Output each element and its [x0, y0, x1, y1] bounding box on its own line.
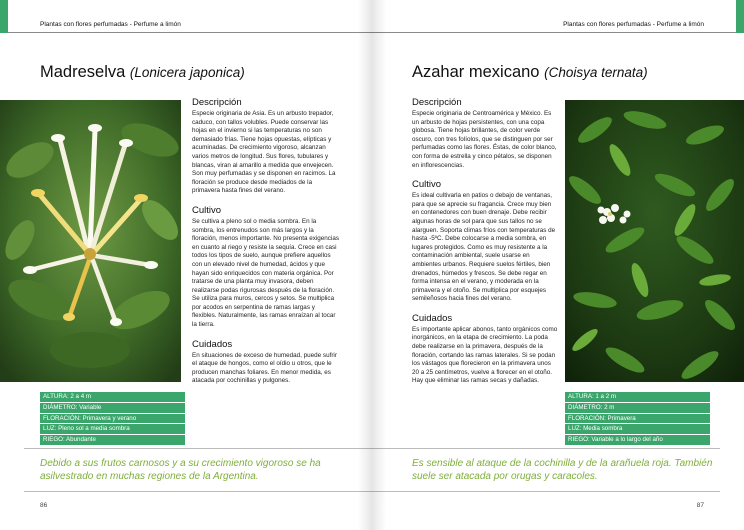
section-body: Especie originaria de Centroamérica y México. Es un arbusto de hojas persistentes, con una copa globosa. Tiene hojas brillantes, de color verde oscuro, con tres folíolos, que se distinguen por ser perfumadas como las flores. Éstas, de color blanco, con forma de estrella y cinco pétalos, se disponen en inflorescencias. — [412, 110, 557, 169]
section-title: Cuidados — [192, 338, 233, 350]
quote-divider — [24, 448, 372, 449]
mexican-orange-photo — [565, 100, 744, 382]
page-number: 86 — [40, 502, 48, 509]
common-name: Madreselva — [40, 63, 126, 81]
edge-tab — [0, 0, 8, 33]
info-row-diameter: DIÁMETRO: Variable — [40, 403, 185, 413]
section-title: Cultivo — [412, 179, 442, 191]
page-header — [372, 0, 744, 33]
section-body: Se cultiva a pleno sol o media sombra. En la sombra, los entrenudos son más largos y la floración, menos importante. No presenta exigencias en cuanto al riego y resiste la sequía. Crece en casi todos los tipos de suelo, aunque prefiere aquellos con un elevado nivel de humedad, ácidos y que hayan sido enriquecidos con materia orgánica. Por tratarse de una planta muy invasora, deben realizarse podas rigurosas después de la floración. Se utiliza para muros, cercos y setos. Se multiplica por acodos en serpentina de ramas largas y flexibles. Naturalmente, las ramas enraízan al tocar la tierra. — [192, 217, 340, 329]
plant-title — [40, 63, 245, 82]
section-cultivation — [192, 205, 340, 330]
info-row-light: LUZ: Media sombra — [565, 424, 710, 434]
page-number: 87 — [696, 502, 704, 509]
section-care — [192, 339, 340, 386]
info-table — [40, 392, 185, 446]
quote-text: Debido a sus frutos carnosos y a su crecimiento vigoroso se ha asilvestrado en muchas regiones de la Argentina. — [40, 458, 321, 482]
running-header: Plantas con flores perfumadas - Perfume a limón — [40, 21, 181, 28]
section-description — [192, 97, 340, 196]
section-cultivation — [412, 179, 558, 304]
info-row-watering: RIEGO: Variable a lo largo del año — [565, 435, 710, 445]
section-body: En situaciones de exceso de humedad, puede sufrir el ataque de hongos, como el oídio u otros, que le producen manchas foliares. En menor medida, es atacada por cochinillas y pulgones. — [192, 351, 337, 385]
section-body: Especie originaria de Asia. Es un arbusto trepador, caduco, con tallos volubles. Puede conservar las hojas en el invierno si las temperaturas no son demasiado frías. Tiene hojas opuestas, elípticas y acuminadas. De crecimiento vigoroso, alcanzan varios metros de longitud. Sus flores, tubulares y blancas, viran al amarillo a medida que envejecen. Son muy perfumadas y se disponen en racimos. La floración se produce desde mediados de la primavera hasta fines del verano. — [192, 110, 336, 195]
spine-shadow — [358, 0, 372, 530]
text-column — [412, 97, 558, 395]
scientific-name: (Lonicera japonica) — [129, 65, 245, 80]
text-column — [192, 97, 340, 395]
spine-shadow — [372, 0, 386, 530]
scientific-name: (Choisya ternata) — [544, 65, 648, 80]
right-page — [372, 0, 744, 530]
quote-text: Es sensible al ataque de la cochinilla y de la arañuela roja. También suele ser atacada por orugas y caracoles. — [412, 458, 713, 482]
plant-title — [412, 63, 648, 82]
info-row-height: ALTURA: 2 a 4 m — [40, 392, 185, 402]
info-row-flowering: FLORACIÓN: Primavera y verano — [40, 414, 185, 424]
quote-divider — [24, 491, 372, 492]
section-title: Cuidados — [412, 312, 453, 324]
section-description — [412, 97, 558, 170]
section-care — [412, 313, 558, 386]
common-name: Azahar mexicano — [412, 63, 540, 81]
info-row-light: LUZ: Pleno sol a media sombra — [40, 424, 185, 434]
edge-tab — [736, 0, 744, 33]
info-row-diameter: DIÁMETRO: 2 m — [565, 403, 710, 413]
section-body: Es ideal cultivarla en patios o debajo de ventanas, para que se aprecie su fragancia. Crece muy bien en contenedores con buen drenaje. Debe recibir algunas horas de sol para que sus tallos no se alarguen. Soporta climas fríos con temperaturas de hasta -5ºC. Debe colocarse a media sombra, en lugares protegidos. Como es muy resistente a la contaminación ambiental, suele usarse en ambientes urbanos. Requiere suelos fértiles, bien drenados, húmedos y frescos. Se debe regar en forma intensa en el verano, y moderada en la primavera y el otoño. Se multiplica por esquejes semileñosos hacia fines del verano. — [412, 192, 556, 303]
section-title: Descripción — [192, 97, 242, 108]
section-body: Es importante aplicar abonos, tanto orgánicos como inorgánicos, en la etapa de crecimiento. La poda debe realizarse en la primavera, después de la floración, cortando las ramas laterales. Si se podan los vástagos que florecieron en la primavera unos 20 a 25 centímetros, vuelve a florecer en el otoño. Hay que eliminar las ramas secas y dañadas. — [412, 325, 558, 385]
info-row-flowering: FLORACIÓN: Primavera — [565, 414, 710, 424]
page-header — [0, 0, 372, 33]
running-header: Plantas con flores perfumadas - Perfume a limón — [563, 21, 704, 28]
quote-divider — [372, 448, 720, 449]
info-table — [565, 392, 710, 446]
honeysuckle-photo — [0, 100, 181, 382]
quote-divider — [372, 491, 720, 492]
section-title: Descripción — [412, 97, 462, 108]
section-title: Cultivo — [192, 204, 222, 216]
info-row-watering: RIEGO: Abundante — [40, 435, 185, 445]
info-row-height: ALTURA: 1 a 2 m — [565, 392, 710, 402]
